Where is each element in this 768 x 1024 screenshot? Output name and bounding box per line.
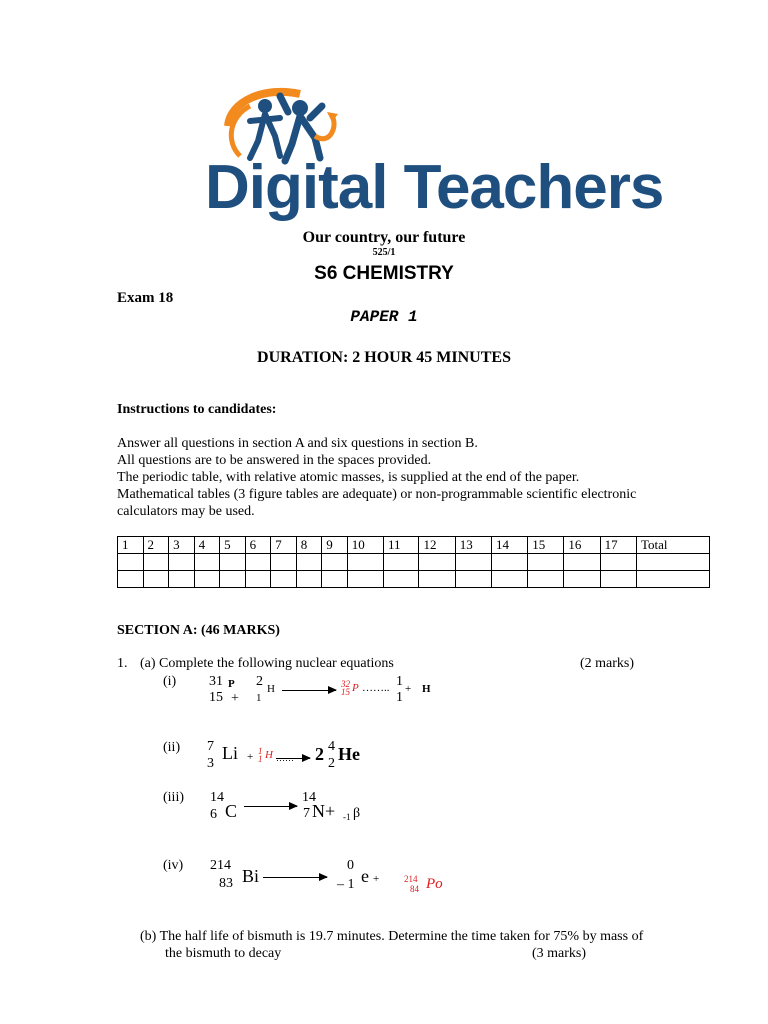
marks-cell[interactable] (118, 554, 144, 571)
marks-cell[interactable] (347, 554, 383, 571)
marks-cell[interactable] (419, 571, 455, 588)
equation-i-label: (i) (163, 674, 177, 689)
marks-cell[interactable] (194, 571, 220, 588)
marks-header-cell: 3 (169, 537, 195, 554)
marks-cell[interactable] (143, 571, 169, 588)
instruction-line: calculators may be used. (117, 504, 255, 519)
marks-header-cell: 12 (419, 537, 455, 554)
marks-cell[interactable] (169, 571, 195, 588)
motto: Our country, our future (302, 229, 466, 246)
answer-mass-number: 1 (258, 746, 263, 756)
product-atomic-number: 1 (396, 690, 403, 705)
plus-sign: + (373, 873, 380, 885)
marks-cell[interactable] (169, 554, 195, 571)
marks-total-cell[interactable] (637, 554, 710, 571)
marks-cell[interactable] (271, 554, 297, 571)
marks-cell[interactable] (118, 571, 144, 588)
answer-atomic-number: 15 (341, 687, 350, 697)
marks-table-empty-row (118, 554, 710, 571)
instructions-list (117, 435, 717, 520)
question-1b-text-cont: the bismuth to decay (165, 946, 282, 961)
marks-table-header-row (118, 537, 710, 554)
answer-mass-number: 32 (341, 679, 350, 689)
marks-cell[interactable] (194, 554, 220, 571)
instruction-line: Mathematical tables (3 figure tables are adequate) or non-programmable scientific electronic (117, 487, 637, 502)
bi-atomic-number: 83 (219, 876, 233, 891)
h-symbol: H (267, 683, 275, 695)
p-atomic-number: 15 (209, 690, 223, 705)
marks-cell[interactable] (600, 571, 636, 588)
marks-header-cell: 5 (220, 537, 246, 554)
n-mass-number: 14 (302, 790, 316, 805)
marks-header-cell: 10 (347, 537, 383, 554)
marks-cell[interactable] (296, 571, 322, 588)
p-symbol: P (228, 678, 235, 690)
marks-header-cell: 7 (271, 537, 297, 554)
answer-symbol: H (265, 749, 273, 761)
marks-cell[interactable] (220, 554, 246, 571)
marks-cell[interactable] (245, 571, 271, 588)
question-1b-text: (b) The half life of bismuth is 19.7 minutes. Determine the time taken for 75% by mass of (140, 929, 644, 944)
e-mass-number: 0 (347, 858, 354, 873)
answer-atomic-number: 84 (410, 884, 419, 894)
marks-cell[interactable] (220, 571, 246, 588)
reaction-arrow (276, 758, 310, 759)
marks-cell[interactable] (564, 571, 600, 588)
marks-cell[interactable] (322, 571, 348, 588)
he-atomic-number: 2 (328, 756, 335, 771)
answer-mass-number: 214 (404, 874, 418, 884)
bi-symbol: Bi (242, 866, 260, 886)
marks-cell[interactable] (491, 554, 527, 571)
marks-total-cell[interactable] (637, 571, 710, 588)
plus-sign: + (405, 683, 412, 695)
reaction-arrow (263, 877, 327, 878)
page-title: S6 CHEMISTRY (314, 263, 454, 284)
marks-table (117, 536, 710, 588)
li-atomic-number: 3 (207, 756, 214, 771)
n-atomic-number: 7 (303, 806, 310, 821)
bi-mass-number: 214 (210, 858, 231, 873)
section-a-heading: SECTION A: (46 MARKS) (117, 623, 280, 638)
marks-cell[interactable] (528, 571, 564, 588)
answer-atomic-number: 1 (258, 754, 263, 764)
answer-dots: …….. (362, 682, 390, 694)
question-1b-marks: (3 marks) (532, 946, 587, 961)
marks-header-cell: 14 (491, 537, 527, 554)
exam-label: Exam 18 (117, 290, 174, 306)
marks-cell[interactable] (322, 554, 348, 571)
marks-cell[interactable] (296, 554, 322, 571)
marks-cell[interactable] (564, 554, 600, 571)
plus-sign: + (231, 691, 239, 706)
instruction-line: Answer all questions in section A and six questions in section B. (117, 436, 478, 451)
marks-header-total: Total (637, 537, 710, 554)
marks-cell[interactable] (384, 554, 419, 571)
question-1a-marks: (2 marks) (580, 656, 635, 671)
duration: DURATION: 2 HOUR 45 MINUTES (257, 349, 511, 366)
marks-header-cell: 15 (528, 537, 564, 554)
answer-symbol: P (352, 682, 359, 694)
marks-header-cell: 9 (322, 537, 348, 554)
reaction-arrow (244, 806, 297, 807)
c-symbol: C (225, 801, 238, 821)
c-atomic-number: 6 (210, 807, 217, 822)
he-coefficient: 2 (315, 744, 324, 764)
marks-cell[interactable] (347, 571, 383, 588)
e-symbol: e (361, 866, 369, 886)
marks-header-cell: 1 (118, 537, 144, 554)
h-mass-number: 2 (256, 674, 263, 689)
beta-symbol: β (353, 806, 361, 821)
product-mass-number: 1 (396, 674, 403, 689)
beta-subscript: -1 (343, 812, 351, 822)
marks-cell[interactable] (143, 554, 169, 571)
instructions-heading: Instructions to candidates: (117, 402, 277, 417)
e-atomic-number: – 1 (337, 877, 355, 892)
question-number: 1. (117, 656, 128, 671)
marks-table-empty-row (118, 571, 710, 588)
c-mass-number: 14 (210, 790, 224, 805)
digital-teachers-logo (205, 86, 664, 236)
li-symbol: Li (222, 743, 238, 763)
marks-cell[interactable] (491, 571, 527, 588)
equation-iii-label: (iii) (163, 790, 184, 805)
marks-header-cell: 2 (143, 537, 169, 554)
answer-symbol: Po (426, 876, 443, 892)
logo-wordmark: Digital Teachers (205, 153, 664, 222)
paper-code: 525/1 (372, 247, 396, 258)
marks-cell[interactable] (419, 554, 455, 571)
marks-cell[interactable] (455, 554, 491, 571)
product-symbol: H (422, 683, 431, 695)
he-mass-number: 4 (328, 739, 335, 754)
marks-cell[interactable] (384, 571, 419, 588)
n-symbol: N+ (312, 801, 336, 821)
marks-header-cell: 16 (564, 537, 600, 554)
reaction-arrow (282, 690, 336, 691)
equation-iv-label: (iv) (163, 858, 184, 873)
p-mass-number: 31 (209, 674, 223, 689)
equation-ii-label: (ii) (163, 740, 181, 755)
h-atomic-number: 1 (256, 692, 262, 704)
marks-cell[interactable] (455, 571, 491, 588)
plus-sign: + (247, 751, 254, 763)
li-mass-number: 7 (207, 739, 214, 754)
marks-cell[interactable] (528, 554, 564, 571)
marks-cell[interactable] (600, 554, 636, 571)
instruction-line: The periodic table, with relative atomic masses, is supplied at the end of the paper. (117, 470, 580, 485)
marks-header-cell: 13 (455, 537, 491, 554)
marks-cell[interactable] (271, 571, 297, 588)
answer-dots: …… (276, 753, 294, 763)
marks-cell[interactable] (245, 554, 271, 571)
question-1a-text: (a) Complete the following nuclear equations (140, 656, 394, 671)
marks-header-cell: 6 (245, 537, 271, 554)
he-symbol: He (338, 744, 360, 764)
marks-header-cell: 4 (194, 537, 220, 554)
instruction-line: All questions are to be answered in the spaces provided. (117, 453, 432, 468)
paper-label: PAPER 1 (350, 308, 418, 326)
marks-header-cell: 17 (600, 537, 636, 554)
marks-header-cell: 11 (384, 537, 419, 554)
marks-header-cell: 8 (296, 537, 322, 554)
